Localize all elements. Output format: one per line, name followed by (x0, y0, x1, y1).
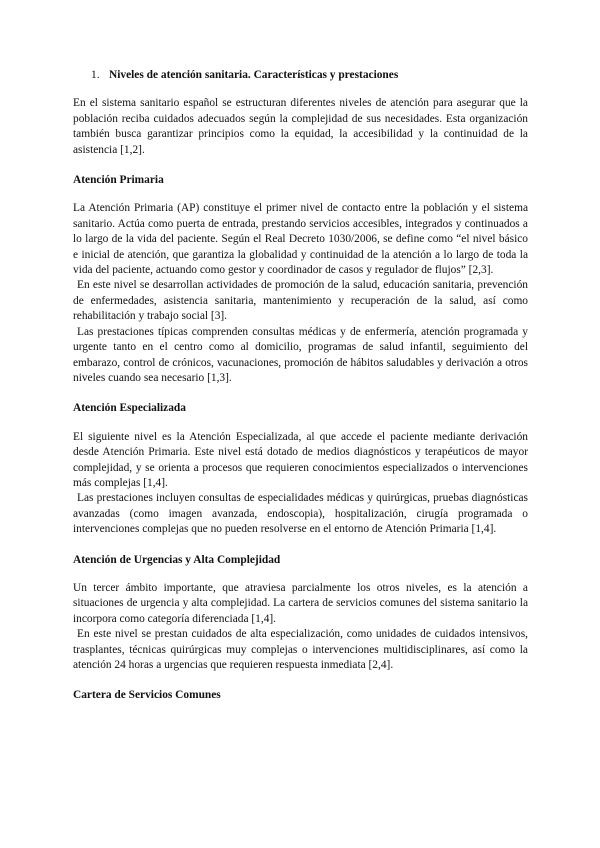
section-title-cartera-servicios: Cartera de Servicios Comunes (73, 689, 221, 702)
paragraph: El siguiente nivel es la Atención Especializada, al que accede el paciente mediante derivación desde Atención Primaria. Este nivel está dotado de medios diagnósticos y terapéuticos de mayor complejidad, y se orienta a procesos que requieren conocimientos especializados o intervenciones más complejas [1,4]. (73, 430, 528, 489)
paragraph: La Atención Primaria (AP) constituye el primer nivel de contacto entre la población y el sistema sanitario. Actúa como puerta de entrada, prestando servicios accesibles, integrados y continuados a lo largo de la vida del paciente. Según el Real Decreto 1030/2006, se define como “el nivel básico e inicial de atención, que garantiza la globalidad y continuidad de la atención a lo largo de toda la vida del paciente, actuando como gestor y coordinador de casos y regulador de flujos” [2,3]. (73, 202, 528, 277)
section-heading (91, 68, 528, 83)
section-title-atencion-primaria: Atención Primaria (73, 174, 164, 187)
paragraph: Un tercer ámbito importante, que atraviesa parcialmente los otros niveles, es la atención a situaciones de urgencia y alta complejidad. La cartera de servicios comunes del sistema sanitario la incorpora como categoría diferenciada [1,4]. (73, 581, 528, 625)
section-title-atencion-especializada: Atención Especializada (73, 402, 186, 415)
intro-paragraph: En el sistema sanitario español se estructuran diferentes niveles de atención para asegurar que la población reciba cuidados adecuados según la complejidad de sus necesidades. Esta organización también busca garantizar principios como la equidad, la accesibilidad y la continuidad de la asistencia [1,2]. (73, 97, 528, 156)
paragraph: Las prestaciones típicas comprenden consultas médicas y de enfermería, atención programada y urgente tanto en el centro como al domicilio, programas de salud infantil, seguimiento del embarazo, control de crónicos, vacunaciones, promoción de hábitos saludables y derivación a otros niveles cuando sea necesario [1,3]. (73, 325, 528, 384)
paragraph: Las prestaciones incluyen consultas de especialidades médicas y quirúrgicas, pruebas diagnósticas avanzadas (como imagen avanzada, endoscopia), hospitalización, cirugía programada o intervenciones complejas que no pueden resolverse en el entorno de Atención Primaria [1,4]. (73, 492, 528, 536)
heading-number: 1. (91, 69, 100, 81)
paragraph: En este nivel se desarrollan actividades de promoción de la salud, educación sanitaria, prevención de enfermedades, asistencia sanitaria, mantenimiento y recuperación de la salud, así como rehabilitación y trabajo social [3]. (73, 279, 528, 323)
heading-text: Niveles de atención sanitaria. Características y prestaciones (109, 69, 399, 81)
paragraph: En este nivel se prestan cuidados de alta especialización, como unidades de cuidados intensivos, trasplantes, técnicas quirúrgicas muy complejas o intervenciones multidisciplinares, así como la atención 24 horas a urgencias que requieren respuesta inmediata [2,4]. (73, 628, 528, 671)
document-body (73, 68, 528, 717)
section-title-urgencias: Atención de Urgencias y Alta Complejidad (73, 553, 281, 566)
